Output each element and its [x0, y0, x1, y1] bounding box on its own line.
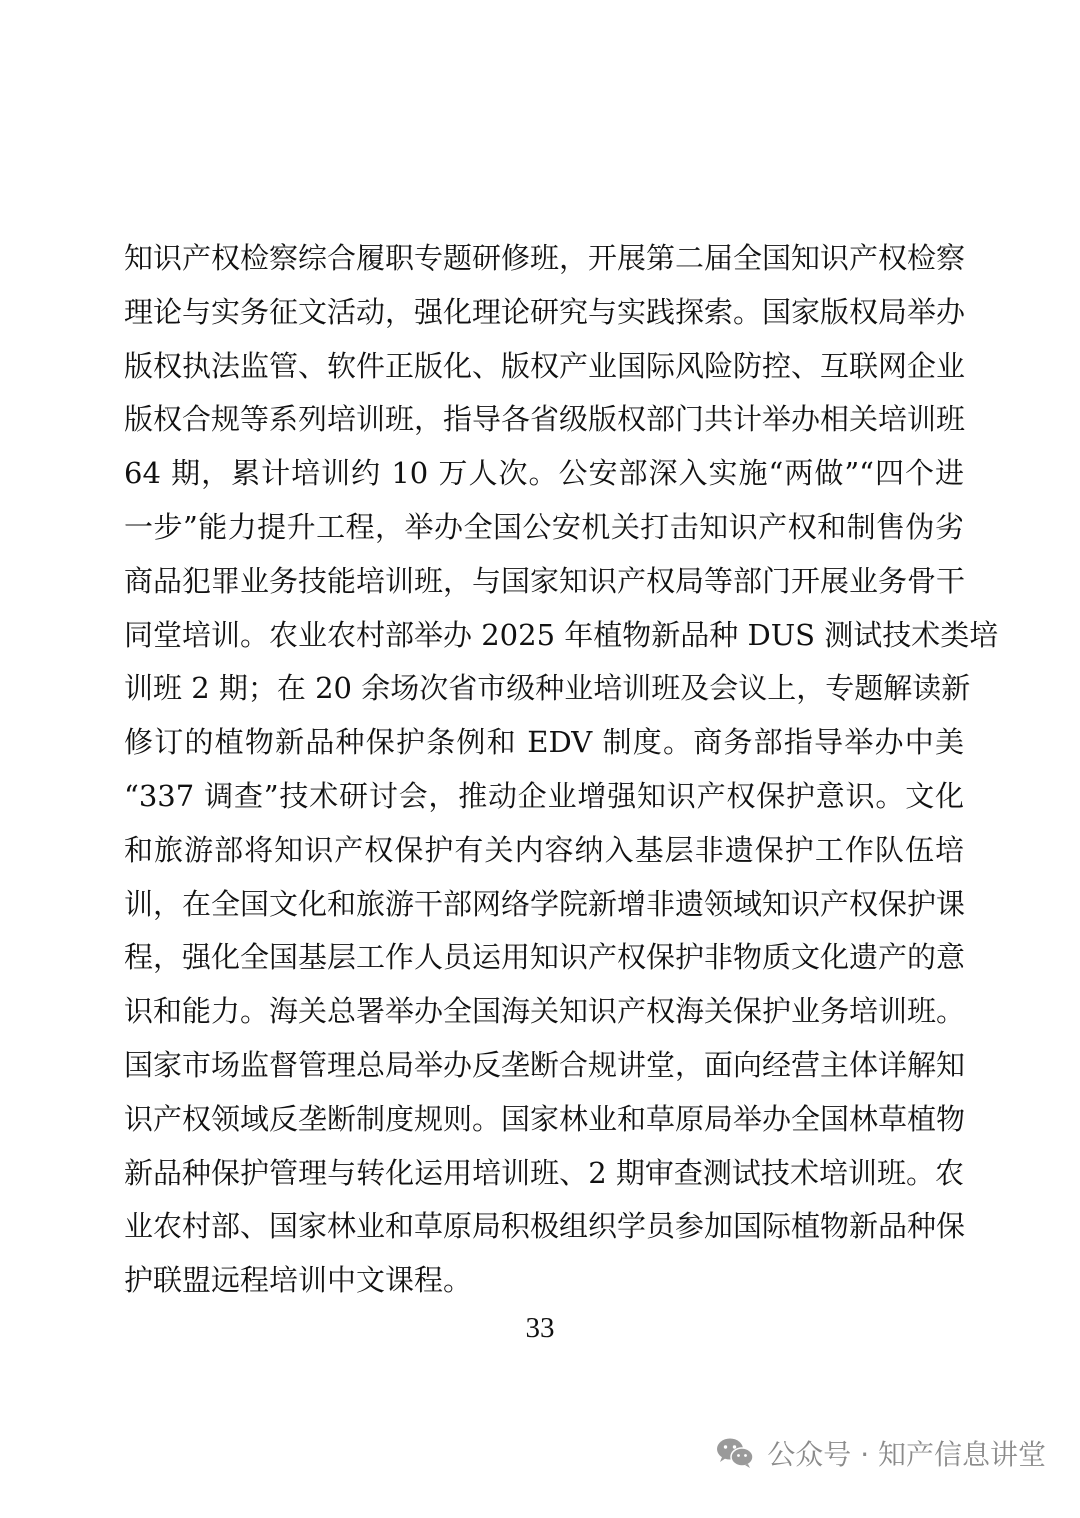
paragraph-line: 识产权领域反垄断制度规则。国家林业和草原局举办全国林草植物: [124, 1101, 966, 1136]
paragraph-line: 护联盟远程培训中文课程。: [124, 1263, 473, 1298]
paragraph-line: 程，强化全国基层工作人员运用知识产权保护非物质文化遗产的意: [124, 940, 966, 975]
wechat-icon: [715, 1436, 755, 1470]
paragraph-line: 版权执法监管、软件正版化、版权产业国际风险防控、互联网企业: [124, 348, 966, 383]
paragraph-line: 理论与实务征文活动，强化理论研究与实践探索。国家版权局举办: [124, 294, 966, 329]
paragraph-line: 训，在全国文化和旅游干部网络学院新增非遗领域知识产权保护课: [124, 886, 966, 921]
paragraph-line: 业农村部、国家林业和草原局积极组织学员参加国际植物新品种保: [124, 1209, 966, 1244]
paragraph-line: “337 调查”技术研讨会，推动企业增强知识产权保护意识。文化: [124, 778, 964, 813]
paragraph-line: 国家市场监督管理总局举办反垄断合规讲堂，面向经营主体详解知: [124, 1047, 966, 1082]
paragraph-line: 知识产权检察综合履职专题研修班，开展第二届全国知识产权检察: [124, 241, 966, 275]
paragraph-line: 一步”能力提升工程，举办全国公安机关打击知识产权和制售伪劣: [124, 509, 964, 544]
paragraph-line: 64 期，累计培训约 10 万人次。公安部深入实施“两做”“四个进: [124, 456, 964, 491]
body-paragraph: [124, 232, 999, 1308]
paragraph-line: 同堂培训。农业农村部举办 2025 年植物新品种 DUS 测试技术类培: [124, 617, 999, 652]
watermark-text: 公众号 · 知产信息讲堂: [767, 1438, 1046, 1471]
page-number: 33: [525, 1312, 555, 1344]
paragraph-line: 训班 2 期；在 20 余场次省市级种业培训班及会议上，专题解读新: [124, 671, 971, 706]
paragraph-line: 商品犯罪业务技能培训班，与国家知识产权局等部门开展业务骨干: [124, 563, 966, 598]
paragraph-line: 版权合规等系列培训班，指导各省级版权部门共计举办相关培训班: [124, 402, 966, 437]
paragraph-line: 新品种保护管理与转化运用培训班、2 期审查测试技术培训班。农: [124, 1155, 964, 1190]
paragraph-line: 修订的植物新品种保护条例和 EDV 制度。商务部指导举办中美: [124, 725, 964, 760]
paragraph-line: 识和能力。海关总署举办全国海关知识产权海关保护业务培训班。: [124, 994, 966, 1029]
paragraph-line: 和旅游部将知识产权保护有关内容纳入基层非遗保护工作队伍培: [124, 832, 964, 867]
watermark: [715, 1428, 1046, 1478]
